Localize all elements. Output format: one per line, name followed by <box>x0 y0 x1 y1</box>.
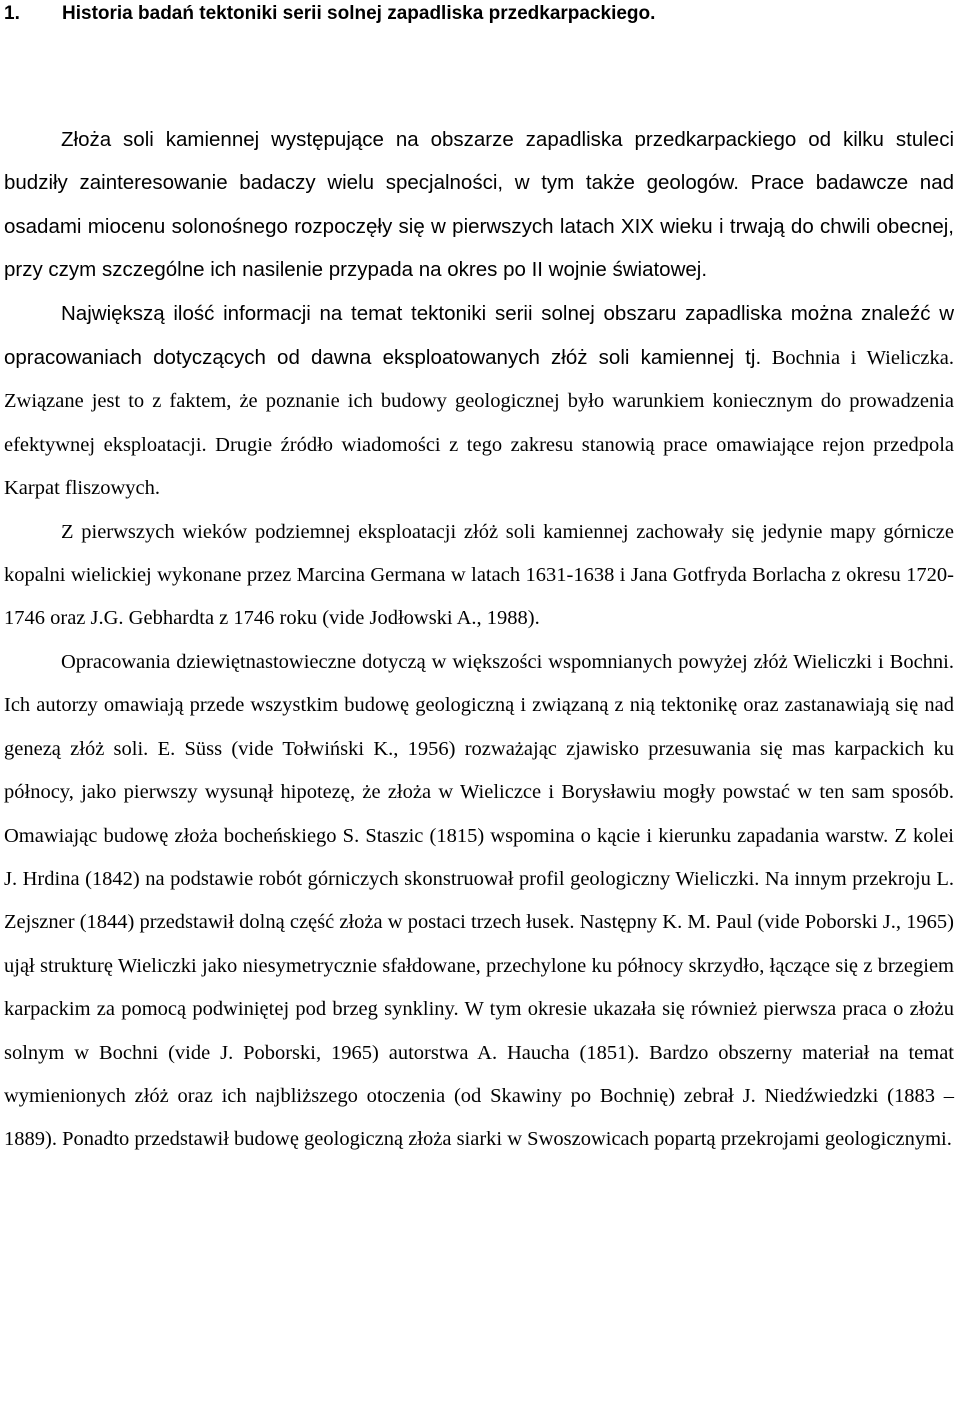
paragraph-intro-text: Złoża soli kamiennej występujące na obszarze zapadliska przedkarpackiego od kilku stuleci budziły zainteresowanie badaczy wielu specjalności, w tym także geologów. Prace badawcze nad osadami miocenu solonośnego rozpoczęły się w pierwszych latach XIX wieku i trwają do chwili obecnej, przy czym szczególne ich nasilenie przypada na okres po II wojnie światowej. <box>4 128 954 282</box>
section-title: Historia badań tektoniki serii solnej zapadliska przedkarpackiego. <box>62 3 656 24</box>
paragraph-19th-century-text: Opracowania dziewiętnastowieczne dotyczą w większości wspomnianych powyżej złóż Wieliczki i Bochni. Ich autorzy omawiają przede wszystkim budowę geologiczną i związaną z nią tektonikę oraz zastanawiają się nad genezą złóż soli. E. Süss (vide Tołwiński K., 1956) rozważając zjawisko przesuwania się mas karpackich ku północy, jako pierwszy wysunął hipotezę, że złoża w Wieliczce i Borysławiu mogły powstać w ten sam sposób. Omawiając budowę złoża bocheńskiego S. Staszic (1815) wspomina o kącie i kierunku zapadania warstw. Z kolei J. Hrdina (1842) na podstawie robót górniczych skonstruował profil geologiczny Wieliczki. Na innym przekroju L. Zejszner (1844) przedstawił dolną część złoża w postaci trzech łusek. Następny K. M. Paul (vide Poborski J., 1965) ujął strukturę Wieliczki jako niesymetrycznie sfałdowane, przechylone ku północy skrzydło, łączące się z brzegiem karpackim za pomocą podwiniętej pod brzeg synkliny. W tym okresie ukazała się również pierwsza praca o złożu solnym w Bochni (vide J. Poborski, 1965) autorstwa A. Haucha (1851). Bardzo obszerny materiał na temat wymienionych złóż oraz ich najbliższego otoczenia (od Skawiny po Bochnię) zebrał J. Niedźwiedzki (1883 – 1889). Ponadto przedstawił budowę geologiczną złoża siarki w Swoszowicach popartą przekrojami geologicznymi. <box>4 650 954 1151</box>
paragraph-sources-text-b: Bochnia i Wieliczka. Związane jest to z faktem, że poznanie ich budowy geologicznej było warunkiem koniecznym do prowadzenia efektywnej eksploatacji. Drugie źródło wiadomości z tego zakresu stanowią prace omawiające rejon przedpola Karpat fliszowych. <box>4 347 954 500</box>
section-number: 1. <box>4 3 20 24</box>
section-heading <box>4 0 655 28</box>
paragraph-maps-text: Z pierwszych wieków podziemnej eksploatacji złóż soli kamiennej zachowały się jedynie mapy górnicze kopalni wielickiej wykonane przez Marcina Germana w latach 1631-1638 i Jana Gotfryda Borlacha z okresu 1720-1746 oraz J.G. Gebhardta z 1746 roku (vide Jodłowski A., 1988). <box>4 520 954 630</box>
paragraph-sources <box>4 292 954 511</box>
paragraph-maps <box>4 511 954 641</box>
paragraph-intro <box>4 118 954 292</box>
paragraph-19th-century <box>4 641 954 1162</box>
document-body <box>4 118 954 1162</box>
paragraph-sources-text-a: Największą ilość informacji na temat tektoniki serii solnej obszaru zapadliska można znaleźć w opracowaniach dotyczących od dawna eksploatowanych złóż soli kamiennej tj. <box>4 301 954 370</box>
